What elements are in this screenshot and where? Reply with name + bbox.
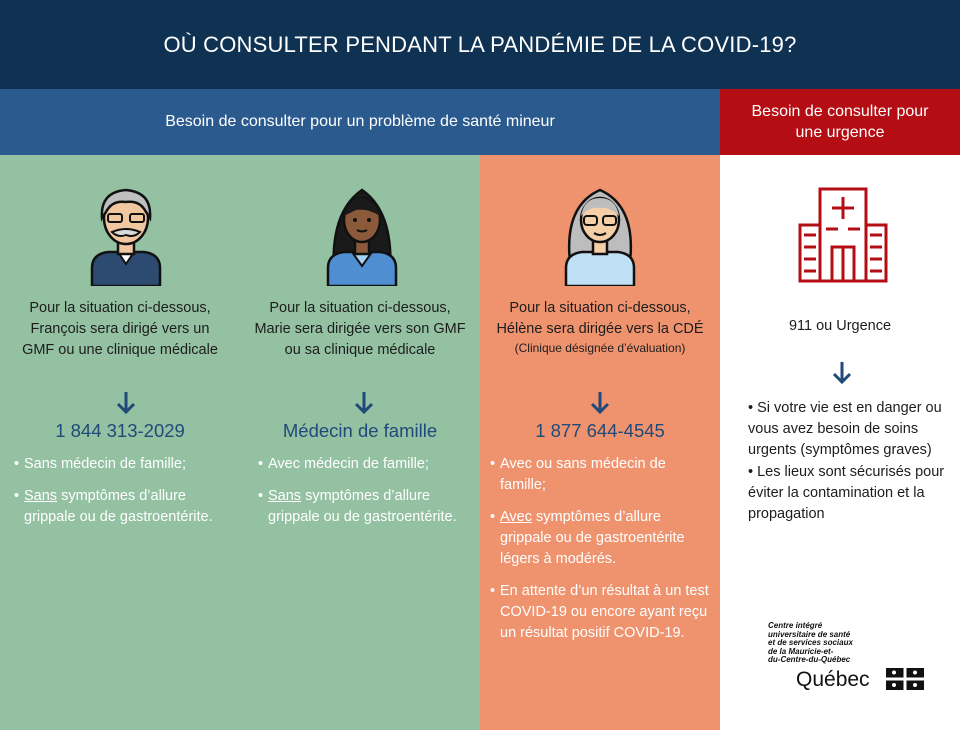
list-item: • Avec ou sans médecin de famille; [490, 456, 666, 493]
list-item: • Sans médecin de famille; [14, 456, 186, 472]
contact-gmf-phone[interactable]: 1 844 313-2029 [55, 420, 185, 441]
caption-helene-text: Pour la situation ci-dessous, Hélène sera dirigée vers la CDÉ [496, 300, 704, 337]
list-item: • Si votre vie est en danger ou vous avez besoin de soins urgents (symptômes graves) [748, 400, 942, 458]
urgent-bullets [748, 398, 948, 526]
list-item: • Sans symptômes d’allure grippale ou de gastroentérite. [258, 488, 457, 525]
logo-line: de la Mauricie-et- [768, 646, 834, 656]
caption-helene [480, 298, 720, 356]
logo-line: Centre intégré [768, 621, 823, 630]
logo-line: universitaire de santé [768, 629, 851, 639]
urgent-banner: Besoin de consulter pour une urgence [720, 89, 960, 155]
woman-icon [320, 182, 404, 286]
arrow-down-icon [116, 390, 136, 416]
urgent-label: 911 ou Urgence [788, 318, 892, 334]
elderly-man-icon [84, 182, 168, 286]
contact-cde-phone[interactable]: 1 877 644-4545 [535, 420, 665, 441]
fleur-de-lis-flag-icon [886, 668, 924, 690]
minor-problem-banner: Besoin de consulter pour un problème de santé mineur [0, 89, 720, 155]
marie-bullets [240, 454, 480, 539]
arrow-down-icon [590, 390, 610, 416]
ciusss-logo [768, 622, 928, 694]
logo-line: et de services sociaux [768, 638, 853, 647]
elderly-woman-icon [558, 182, 642, 286]
caption-marie: Pour la situation ci-dessous, Marie sera dirigée vers son GMF ou sa clinique médicale [254, 300, 466, 358]
page-header [0, 0, 960, 89]
list-item: • Sans symptômes d’allure grippale ou de gastroentérite. [14, 488, 213, 525]
page-title: OÙ CONSULTER PENDANT LA PANDÉMIE DE LA COVID-19? [163, 31, 797, 57]
caption-francois: Pour la situation ci-dessous, François sera dirigé vers un GMF ou une clinique médicale [22, 300, 218, 358]
green-column-background [0, 155, 480, 730]
quebec-wordmark: Québec [796, 668, 870, 691]
arrow-down-icon [354, 390, 374, 416]
helene-bullets [480, 454, 720, 655]
list-item: • Avec symptômes d’allure grippale ou de gastroentérite légers à modérés. [490, 509, 685, 567]
contact-family-doctor: Médecin de famille [282, 420, 438, 441]
list-item: • Avec médecin de famille; [258, 456, 429, 472]
caption-helene-note: (Clinique désignée d’évaluation) [514, 341, 686, 355]
logo-line: du-Centre-du-Québec [768, 655, 851, 664]
arrow-down-icon [832, 360, 852, 386]
list-item: • Les lieux sont sécurisés pour éviter la contamination et la propagation [748, 464, 945, 522]
hospital-icon [798, 185, 888, 285]
francois-bullets [0, 454, 240, 539]
list-item: • En attente d’un résultat à un test COVID-19 ou encore ayant reçu un résultat positif COVID-19. [490, 583, 709, 641]
